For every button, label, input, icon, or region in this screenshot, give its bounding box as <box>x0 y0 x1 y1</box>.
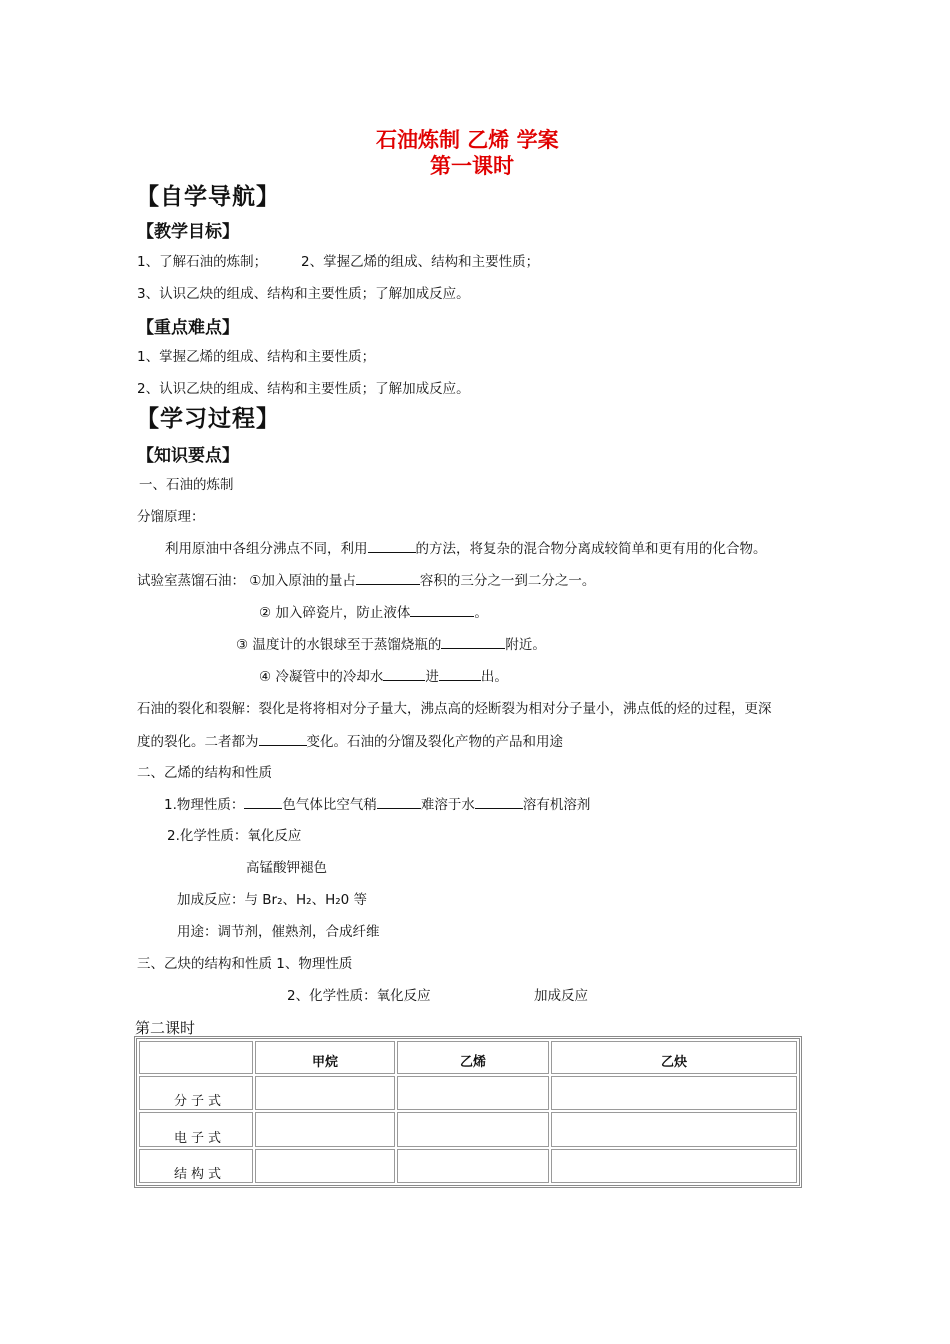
lab-step-4 <box>259 666 508 687</box>
lab-step-2 <box>259 602 488 623</box>
fill-blank <box>377 794 421 809</box>
table-header-cell: 乙烯 <box>397 1041 549 1074</box>
step2-text-a: ② 加入碎瓷片，防止液体 <box>259 605 411 621</box>
table-cell <box>255 1076 395 1110</box>
step4-text-a: ④ 冷凝管中的冷却水 <box>259 669 384 685</box>
crack-text-a: 度的裂化。二者都为 <box>137 734 259 750</box>
part3-heading: 三、乙炔的结构和性质 1、物理性质 <box>137 956 353 972</box>
step3-text-b: 附近。 <box>505 637 546 653</box>
table-header-cell: 乙炔 <box>551 1041 797 1074</box>
doc-title-line2: 第一课时 <box>430 154 514 178</box>
goal-item-1: 1、了解石油的炼制； <box>137 254 268 270</box>
principle-sentence <box>165 538 767 559</box>
goal-item-3: 3、认识乙炔的组成、结构和主要性质；了解加成反应。 <box>137 286 470 302</box>
ethylene-chemical: 2.化学性质：氧化反应 <box>167 828 302 844</box>
table-cell <box>551 1112 797 1146</box>
step4-text-c: 出。 <box>480 669 508 685</box>
phys-text-c: 难溶于水 <box>420 797 475 813</box>
lab-text-a: 试验室蒸馏石油： ①加入原油的量占 <box>137 573 356 589</box>
acetylene-addition: 加成反应 <box>534 988 588 1004</box>
section-heading-keypoints: 【重点难点】 <box>137 318 239 338</box>
comparison-table <box>134 1036 802 1188</box>
section-heading-process: 【学习过程】 <box>136 406 280 432</box>
ethylene-physical <box>164 794 590 815</box>
principle-label: 分馏原理： <box>137 509 205 525</box>
lesson2-heading: 第二课时 <box>135 1019 196 1037</box>
cracking-line-1: 石油的裂化和裂解：裂化是将将相对分子量大，沸点高的烃断裂为相对分子量小，沸点低的烃的过程，更深 <box>137 701 772 717</box>
cracking-line-2 <box>137 731 563 752</box>
lab-step-3 <box>236 634 546 655</box>
table-row-header: 分子式 <box>139 1076 253 1110</box>
fill-blank <box>259 731 307 746</box>
table-header-cell <box>139 1041 253 1074</box>
fill-blank <box>410 602 474 617</box>
part2-heading: 二、乙烯的结构和性质 <box>137 765 272 781</box>
principle-text-b: 的方法，将复杂的混合物分离成较简单和更有用的化合物。 <box>415 541 767 557</box>
phys-text-d: 溶有机溶剂 <box>522 797 591 813</box>
doc-title-line1: 石油炼制 乙烯 学案 <box>376 128 559 152</box>
ethylene-uses: 用途：调节剂，催熟剂，合成纤维 <box>177 924 380 940</box>
ethylene-addition: 加成反应：与 Br₂、H₂、H₂0 等 <box>177 892 368 908</box>
lab-step-1 <box>137 570 595 591</box>
table-cell <box>551 1076 797 1110</box>
step3-text-a: ③ 温度计的水银球至于蒸馏烧瓶的 <box>236 637 442 653</box>
phys-text-a: 1.物理性质： <box>164 797 245 813</box>
fill-blank <box>383 666 425 681</box>
table-cell <box>397 1112 549 1146</box>
section-heading-goals: 【教学目标】 <box>137 222 239 242</box>
fill-blank <box>441 634 505 649</box>
goal-item-2: 2、掌握乙烯的组成、结构和主要性质； <box>301 254 540 270</box>
keypoint-item-1: 1、掌握乙烯的组成、结构和主要性质； <box>137 349 376 365</box>
lab-text-b: 容积的三分之一到二分之一。 <box>419 573 596 589</box>
principle-text-a: 利用原油中各组分沸点不同，利用 <box>165 541 368 557</box>
part1-heading: 一、石油的炼制 <box>139 477 234 493</box>
table-cell <box>255 1149 395 1183</box>
section-heading-knowledge: 【知识要点】 <box>137 446 239 466</box>
table-row <box>139 1149 797 1183</box>
fill-blank <box>475 794 523 809</box>
step2-text-b: 。 <box>474 605 488 621</box>
table-row <box>139 1112 797 1146</box>
acetylene-chemical: 2、化学性质：氧化反应 <box>287 988 431 1004</box>
fill-blank <box>356 570 420 585</box>
fill-blank <box>368 538 416 553</box>
step4-text-b: 进 <box>425 669 439 685</box>
keypoint-item-2: 2、认识乙炔的组成、结构和主要性质；了解加成反应。 <box>137 381 470 397</box>
fill-blank <box>439 666 481 681</box>
ethylene-kmno4: 高锰酸钾褪色 <box>246 860 327 876</box>
table-header-cell: 甲烷 <box>255 1041 395 1074</box>
table-cell <box>397 1076 549 1110</box>
table-cell <box>397 1149 549 1183</box>
phys-text-b: 色气体比空气稍 <box>282 797 377 813</box>
table-cell <box>255 1112 395 1146</box>
fill-blank <box>244 794 282 809</box>
table-row-header: 结构式 <box>139 1149 253 1183</box>
table-row <box>139 1076 797 1110</box>
table-header-row <box>139 1041 797 1074</box>
section-heading-self-study: 【自学导航】 <box>136 184 280 210</box>
table-cell <box>551 1149 797 1183</box>
crack-text-b: 变化。石油的分馏及裂化产物的产品和用途 <box>306 734 563 750</box>
table-row-header: 电子式 <box>139 1112 253 1146</box>
